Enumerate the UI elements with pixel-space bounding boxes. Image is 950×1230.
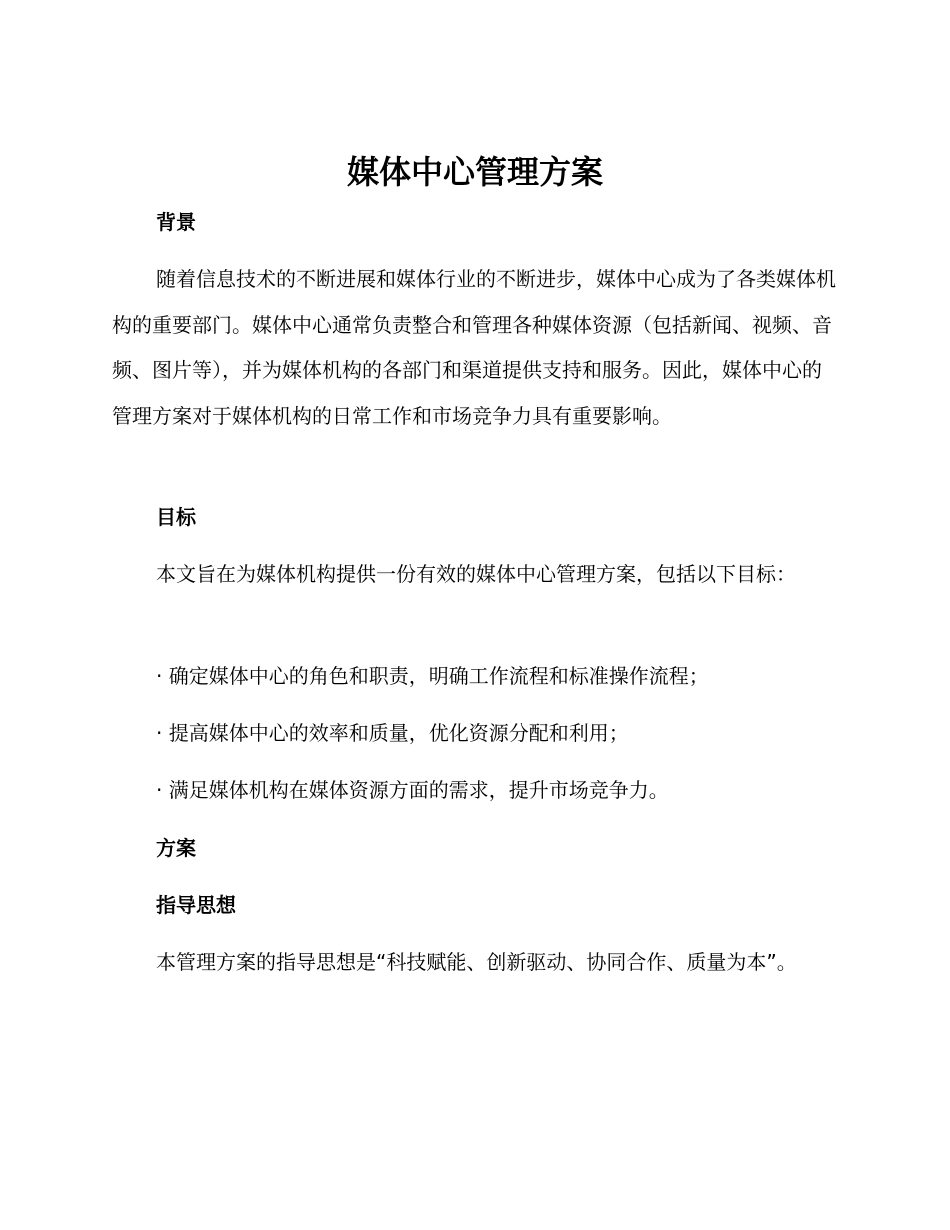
goal-item-2: · 提高媒体中心的效率和质量，优化资源分配和利用； <box>156 721 629 745</box>
document-title: 媒体中心管理方案 <box>346 153 603 191</box>
guiding-paragraph: 本管理方案的指导思想是“科技赋能、创新驱动、协同合作、质量为本”。 <box>156 950 797 974</box>
goals-paragraph: 本文旨在为媒体机构提供一份有效的媒体中心管理方案，包括以下目标： <box>156 562 796 586</box>
section-heading-guiding: 指导思想 <box>156 893 236 917</box>
section-heading-goals: 目标 <box>156 505 196 529</box>
section-heading-background: 背景 <box>156 210 196 234</box>
section-heading-plan: 方案 <box>156 836 196 860</box>
background-paragraph: 随着信息技术的不断进展和媒体行业的不断进步，媒体中心成为了各类媒体机构的重要部门。媒体中心通常负责整合和管理各种媒体资源（包括新闻、视频、音频、图片等），并为媒体机构的各部门和渠道提供支持和服务。因此，媒体中心的管理方案对于媒体机构的日常工作和市场竞争力具有重要影响。 <box>112 267 836 428</box>
goal-item-3: · 满足媒体机构在媒体资源方面的需求，提升市场竞争力。 <box>156 778 669 802</box>
goal-item-1: · 确定媒体中心的角色和职责，明确工作流程和标准操作流程； <box>156 664 709 688</box>
